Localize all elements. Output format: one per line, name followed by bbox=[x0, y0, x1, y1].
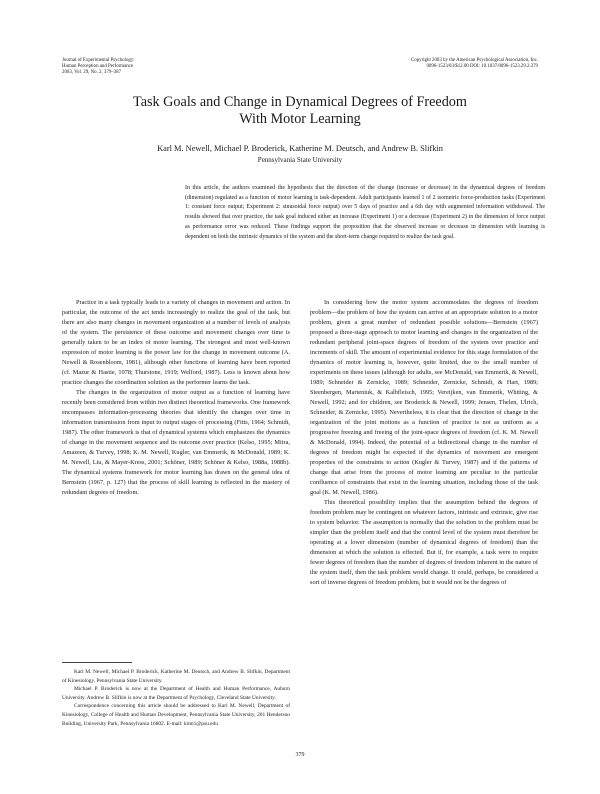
journal-citation bbox=[62, 58, 262, 77]
title-line: With Motor Learning bbox=[239, 111, 361, 127]
journal-line: Journal of Experimental Psychology: bbox=[62, 58, 135, 63]
affiliation: Pennsylvania State University bbox=[257, 156, 343, 164]
copyright-notice bbox=[318, 58, 538, 70]
body-paragraph: Practice in a task typically leads to a variety of changes in movement and action. In particular, the outcome of the act tends increasingly to realize the goal of the task, but there are also many changes in movement organization at a number of levels of analysis of the system. The persistence of these outcome and movement changes over time is generally taken to be an index of motor learning. The strongest and most well-known expression of motor learning is the power law for the change in movement outcome (A. Newell & Rosenbloom, 1981), although other functions of learning have been reported (cf. Mazur & Hastie, 1978; Thurstone, 1919; Welford, 1987). Less is known about how practice changes the coordination solution as the performer learns the task. bbox=[62, 299, 290, 386]
footnote-paragraph: Michael P. Broderick is now at the Department of Health and Human Performance, Auburn University. Andrew B. Slifkin is now at the Department of Psychology, Cleveland State University. bbox=[62, 686, 290, 701]
journal-line: 2003, Vol. 29, No. 2, 379–387 bbox=[62, 70, 122, 76]
copyright-line: 0096-1523/03/$12.00 DOI: 10.1037/0096-1523.29.2.379 bbox=[426, 64, 538, 70]
body-paragraph: In considering how the motor system accommodates the degrees of freedom problem—the problem of how the system can arrive at an appropriate solution to a motor problem, given a great number of redundant possible solutions—Bernstein (1967) proposed a three-stage approach to motor learning and changes in the organization of the redundant peripheral joint-space degrees of freedom of the system over practice and increments of skill. The amount of experimental evidence for this stage formulation of the dynamics of motor learning is, however, quite limited, due to the small number of experiments on these issues (although for adults, see McDonald, van Emmerik, & Newell, 1989; Schneider & Zernicke, 1989; Schneider, Zernicke, Schmidt, & Hart, 1989; Steenbergen, Marteniuk, & Kalbfleisch, 1995; Vereijken, van Emmerik, Whiting, & Newell, 1992; and for children, see Broderick & Newell, 1999; Jensen, Thelen, Ulrich, Schneider, & Zernicke, 1995). Nevertheless, it is clear that the direction of change in the organization of the joint motions as a function of practice is not as uniform as a progressive freezing and freeing of the joint-space degrees of freedom (cf. K. M. Newell & McDonald, 1994). Indeed, the potential of a bidirectional change in the number of degrees of freedom might be expected if the dynamics of movement are emergent properties of the constraints to action (Kugler & Turvey, 1987) and if the patterns of change that arise from the process of motor learning are peculiar to the particular confluence of constraints that exist in the learning situation, including those of the task goal (K. M. Newell, 1986). bbox=[310, 299, 538, 496]
author-note bbox=[62, 668, 290, 728]
body-paragraph: This theoretical possibility implies that the assumption behind the degrees of freedom problem may be contingent on whatever factors, intrinsic and extrinsic, give rise to system behavior. The assumption is normally that the solution to the problem must be simpler than the problem itself and that the control level of the system must therefore be operating at a lower dimension (number of dynamical degrees of freedom) than the dimension at which the solution is effected. But if, for example, a task were to require fewer degrees of freedom than the number of degrees of freedom inherent in the nature of the system itself, then the task problem would change. It could, perhaps, be considered a sort of inverse degrees of freedom problem, but it would not be the degrees of bbox=[310, 499, 538, 586]
page-number: 379 bbox=[295, 752, 305, 758]
right-column bbox=[310, 298, 538, 588]
author-list: Karl M. Newell, Michael P. Broderick, Katherine M. Deutsch, and Andrew B. Slifkin bbox=[157, 144, 443, 153]
footnote-paragraph: Karl M. Newell, Michael P. Broderick, Katherine M. Deutsch, and Andrew B. Slifkin, Department of Kinesiology, Pennsylvania State University. bbox=[62, 669, 290, 684]
copyright-line: Copyright 2003 by the American Psychological Association, Inc. bbox=[410, 58, 538, 63]
abstract: In this article, the authors examined the hypothesis that the direction of the change (increase or decrease) in the dynamical degrees of freedom (dimension) regulated as a function of motor learning is task-dependent. Adult participants learned 1 of 2 isometric force-production tasks (Experiment 1: constant force output; Experiment 2: sinusoidal force output) over 5 days of practice and a 6th day with augmented information withdrawal. The results showed that over practice, the task goal induced either an increase (Experiment 1) or a decrease (Experiment 2) in the dimension of force output as performance error was reduced. These findings support the proposition that the observed increase or decrease in dimension with learning is dependent on both the intrinsic dynamics of the system and the short-term change required to realize the task goal. bbox=[185, 185, 545, 240]
journal-line: Human Perception and Performance bbox=[62, 64, 134, 70]
footnote-divider bbox=[62, 662, 132, 663]
title-line: Task Goals and Change in Dynamical Degrees of Freedom bbox=[133, 94, 467, 110]
footnote-paragraph: Correspondence concerning this article should be addressed to Karl M. Newell, Department of Kinesiology, College of Health and Human Development, Pennsylvania State University, 201 Henderson Building, University Park, Pennsylvania 16802. E-mail: kmn1@psu.edu bbox=[62, 703, 290, 727]
body-paragraph: The changes in the organization of motor output as a function of learning have recently been considered from within two distinct theoretical frameworks. One framework encompasses information-processing theories that identify the changes over time in information transmission from input to output stages of processing (Fitts, 1964; Schmidt, 1987). The other framework is that of dynamical systems which emphasizes the dynamics of change in the movement sequence and its outcome over practice (Kelso, 1995; Mitra, Amazeen, & Turvey, 1998; K. M. Newell, Kugler, van Emmerik, & McDonald, 1989; K. M. Newell, Liu, & Mayer-Kress, 2001; Schöner, 1989; Schöner & Kelso, 1988a, 1988b). The dynamical systems framework for motor learning has drawn on the general idea of Bernstein (1967, p. 127) that the process of skill learning is reflected in the mastery of redundant degrees of freedom. bbox=[62, 389, 290, 496]
left-column bbox=[62, 298, 290, 498]
article-title bbox=[62, 94, 538, 128]
